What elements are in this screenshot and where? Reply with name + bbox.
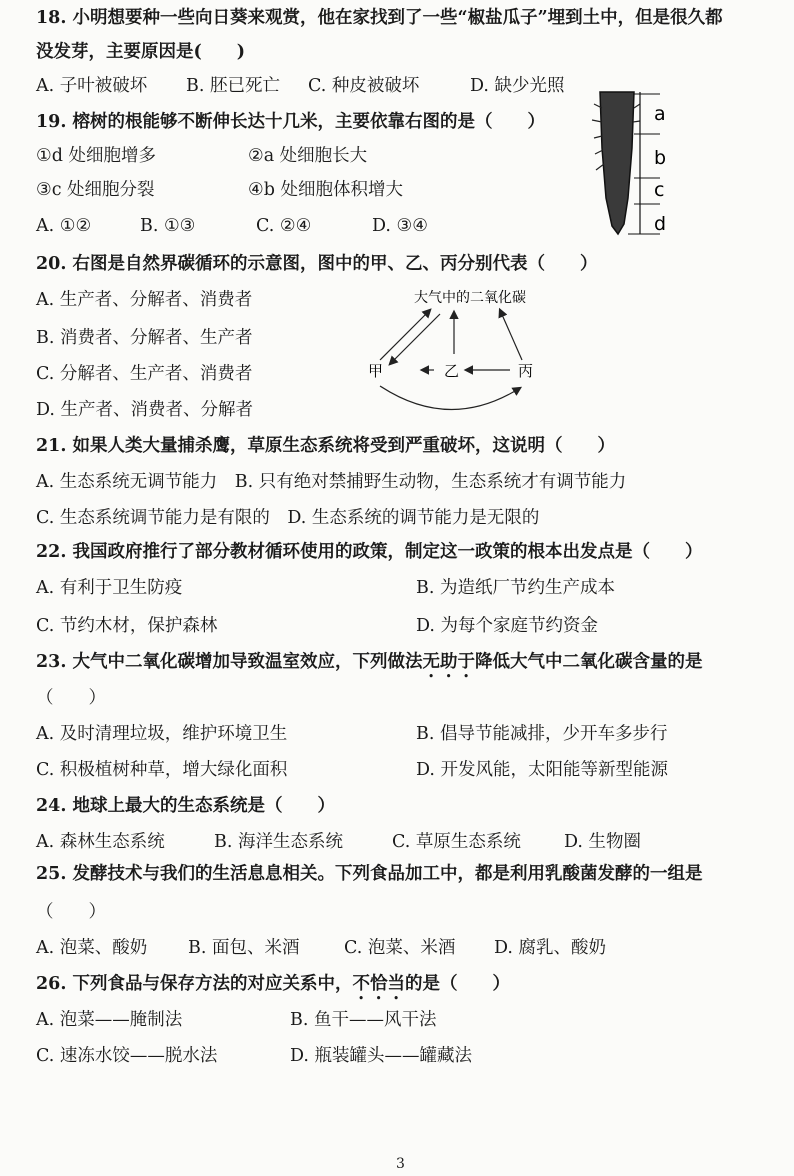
node-bing: 丙 — [518, 362, 534, 380]
q19-statement-2: ②a 处细胞长大 — [248, 146, 368, 166]
q20-option-d: D. 生产者、消费者、分解者 — [36, 400, 254, 420]
root-label-c: c — [654, 179, 665, 201]
q22-option-d: D. 为每个家庭节约资金 — [416, 616, 599, 636]
q26-option-c: C. 速冻水饺——脱水法 — [36, 1046, 218, 1066]
node-jia: 甲 — [368, 362, 384, 380]
q19-statement-3: ③c 处细胞分裂 — [36, 180, 155, 200]
q18-option-c: C. 种皮被破坏 — [308, 76, 420, 96]
q26-option-a: A. 泡菜——腌制法 — [36, 1010, 183, 1030]
q24-stem: 24. 地球上最大的生态系统是（ ） — [36, 796, 336, 816]
q22-stem: 22. 我国政府推行了部分教材循环使用的政策，制定这一政策的根本出发点是（ ） — [36, 542, 703, 562]
q18-option-a: A. 子叶被破坏 — [36, 76, 148, 96]
q24-option-a: A. 森林生态系统 — [36, 832, 165, 852]
q23-stem — [36, 650, 703, 682]
q22-option-c: C. 节约木材，保护森林 — [36, 616, 218, 636]
q19-stem: 19. 榕树的根能够不断伸长达十几米，主要依靠右图的是（ ） — [36, 112, 546, 132]
q23-option-c: C. 积极植树种草，增大绿化面积 — [36, 760, 288, 780]
q19-option-c: C. ②④ — [256, 216, 312, 236]
q18-stem-cont: 没发芽，主要原因是( ) — [36, 42, 246, 62]
q26-option-d: D. 瓶装罐头——罐藏法 — [290, 1046, 473, 1066]
q24-option-d: D. 生物圈 — [564, 832, 642, 852]
root-label-b: b — [654, 147, 667, 169]
q24-option-b: B. 海洋生态系统 — [214, 832, 343, 852]
q22-option-a: A. 有利于卫生防疫 — [36, 578, 183, 598]
q23-stem-post: 降低大气中二氧化碳含量的是 — [475, 652, 703, 672]
q26-stem — [36, 972, 510, 1004]
q24-option-c: C. 草原生态系统 — [392, 832, 521, 852]
q25-option-d: D. 腐乳、酸奶 — [494, 938, 607, 958]
q25-stem-cont: （ ） — [36, 902, 106, 922]
q18-option-d: D. 缺少光照 — [470, 76, 565, 96]
arrow-jia-to-bing — [380, 386, 520, 410]
q20-stem: 20. 右图是自然界碳循环的示意图，图中的甲、乙、丙分别代表（ ） — [36, 254, 598, 274]
q25-option-a: A. 泡菜、酸奶 — [36, 938, 148, 958]
q19-option-a: A. ①② — [36, 216, 92, 236]
q18-stem: 18. 小明想要种一些向日葵来观赏，他在家找到了一些“椒盐瓜子”埋到土中，但是很久都 — [36, 8, 723, 28]
q20-option-c: C. 分解者、生产者、消费者 — [36, 364, 253, 384]
q19-statement-4: ④b 处细胞体积增大 — [248, 180, 403, 200]
arrow-bing-to-co2 — [500, 310, 522, 360]
q23-stem-pre: 23. 大气中二氧化碳增加导致温室效应，下列做法 — [36, 652, 423, 672]
arrow-co2-to-jia — [390, 314, 440, 364]
node-atmosphere-co2: 大气中的二氧化碳 — [414, 290, 526, 306]
page-number: 3 — [396, 1156, 405, 1172]
q20-option-a: A. 生产者、分解者、消费者 — [36, 290, 253, 310]
q22-option-b: B. 为造纸厂节约生产成本 — [416, 578, 615, 598]
q21-options-ab: A. 生态系统无调节能力 B. 只有绝对禁捕野生动物，生态系统才有调节能力 — [36, 472, 627, 492]
arrow-jia-to-co2 — [380, 310, 430, 360]
q21-stem: 21. 如果人类大量捕杀鹰，草原生态系统将受到严重破坏，这说明（ ） — [36, 436, 616, 456]
q26-stem-pre: 26. 下列食品与保存方法的对应关系中， — [36, 974, 353, 994]
root-label-d: d — [654, 213, 667, 235]
q23-stem-cont: （ ） — [36, 688, 106, 708]
root-label-a: a — [654, 103, 666, 125]
q20-option-b: B. 消费者、分解者、生产者 — [36, 328, 253, 348]
q23-stem-emphasis: 无助于 — [422, 652, 476, 672]
q26-option-b: B. 鱼干——风干法 — [290, 1010, 437, 1030]
root-tip-shape — [600, 92, 634, 234]
q25-stem: 25. 发酵技术与我们的生活息息相关。下列食品加工中，都是利用乳酸菌发酵的一组是 — [36, 864, 703, 884]
q25-option-b: B. 面包、米酒 — [188, 938, 300, 958]
q19-option-b: B. ①③ — [140, 216, 196, 236]
q23-option-b: B. 倡导节能减排，少开车多步行 — [416, 724, 668, 744]
q19-statement-1: ①d 处细胞增多 — [36, 146, 156, 166]
q18-option-b: B. 胚已死亡 — [186, 76, 280, 96]
q23-option-a: A. 及时清理垃圾，维护环境卫生 — [36, 724, 288, 744]
q23-option-d: D. 开发风能，太阳能等新型能源 — [416, 760, 669, 780]
q19-option-d: D. ③④ — [372, 216, 428, 236]
q25-option-c: C. 泡菜、米酒 — [344, 938, 456, 958]
node-yi: 乙 — [444, 362, 460, 380]
q26-stem-post: 的是（ ） — [405, 974, 511, 994]
carbon-cycle-figure — [350, 282, 570, 428]
q21-options-cd: C. 生态系统调节能力是有限的 D. 生态系统的调节能力是无限的 — [36, 508, 540, 528]
q26-stem-emphasis: 不恰当 — [352, 974, 406, 994]
root-tip-figure — [588, 88, 688, 238]
